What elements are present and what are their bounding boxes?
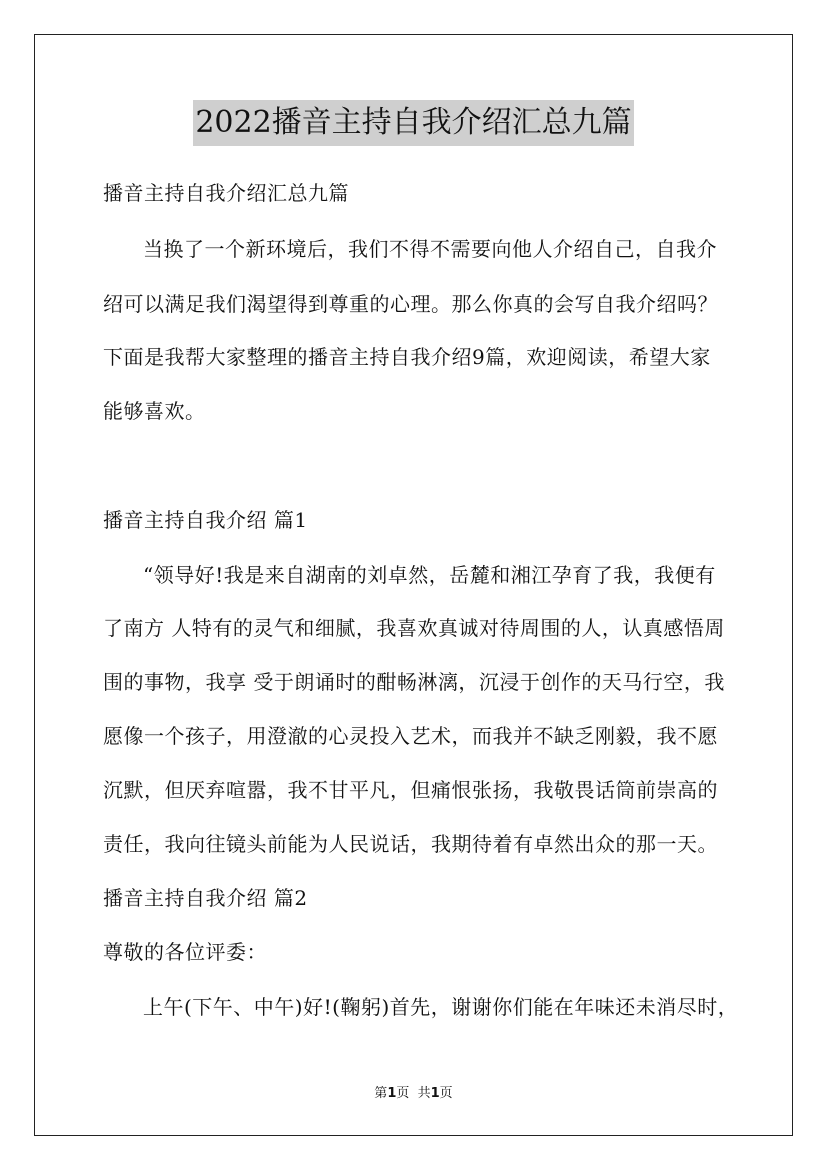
paragraph-line: 当换了一个新环境后，我们不得不需要向他人介绍自己，自我介 — [143, 237, 717, 261]
salutation-line: 尊敬的各位评委： — [103, 940, 267, 964]
paragraph-line: 沉默，但厌弃喧嚣，我不甘平凡，但痛恨张扬，我敬畏话筒前崇高的 — [103, 778, 718, 802]
footer-label: 第 — [374, 1086, 388, 1101]
section-heading: 播音主持自我介绍 篇1 — [103, 508, 308, 532]
paragraph-line: 了南方 人特有的灵气和细腻，我喜欢真诚对待周围的人，认真感悟周 — [103, 616, 725, 640]
title-container — [0, 100, 827, 146]
page-total: 1 — [430, 1086, 440, 1101]
paragraph-line: 绍可以满足我们渴望得到尊重的心理。那么你真的会写自我介绍吗？ — [103, 292, 718, 316]
paragraph-line: 能够喜欢。 — [103, 399, 206, 423]
footer-label: 页 — [439, 1086, 453, 1101]
paragraph-line: 围的事物，我享 受于朗诵时的酣畅淋漓，沉浸于创作的天马行空，我 — [103, 670, 725, 694]
document-title: 2022播音主持自我介绍汇总九篇 — [193, 100, 633, 146]
paragraph-line: 上午(下午、中午)好!(鞠躬)首先，谢谢你们能在年味还未消尽时， — [143, 995, 739, 1019]
paragraph-line: “领导好!我是来自湖南的刘卓然，岳麓和湘江孕育了我，我便有 — [143, 563, 716, 587]
page-footer — [0, 1082, 827, 1101]
paragraph-line: 责任，我向往镜头前能为人民说话，我期待着有卓然出众的那一天。 — [103, 832, 718, 856]
paragraph-line: 下面是我帮大家整理的播音主持自我介绍9篇，欢迎阅读，希望大家 — [103, 345, 711, 369]
page-number: 1 — [387, 1086, 397, 1101]
subtitle-line: 播音主持自我介绍汇总九篇 — [103, 181, 349, 205]
footer-label: 页 共 — [396, 1086, 431, 1101]
paragraph-line: 愿像一个孩子，用澄澈的心灵投入艺术，而我并不缺乏刚毅，我不愿 — [103, 724, 718, 748]
section-heading: 播音主持自我介绍 篇2 — [103, 886, 308, 910]
